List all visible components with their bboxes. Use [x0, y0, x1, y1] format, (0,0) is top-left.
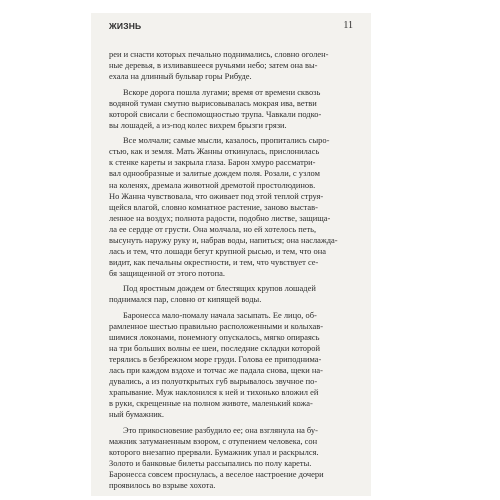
text-line: Это прикосновение разбудило ее; она взглянула на бу-: [123, 425, 318, 435]
text-line: Все молчали; самые мысли, казалось, пропитались сыро-: [123, 135, 330, 146]
text-line: бя защищенной от этого потопа.: [109, 267, 225, 278]
text-line: реи и снасти которых печально поднимались, словно оголен-: [109, 49, 329, 59]
paragraph: [109, 310, 353, 420]
text-line: Золото и банковые билеты рассыпались по полу кареты.: [109, 458, 312, 469]
text-line: Вскоре дорога пошла лугами; время от времени сквозь: [123, 86, 321, 97]
text-line: щейся влагой, словно комнатное растение, заново выстав-: [109, 201, 318, 212]
text-line: проявилось во взрыве хохота.: [109, 480, 216, 491]
text-line: видит, как печальны окрестности, и тем, что чувствует се-: [109, 256, 319, 267]
text-line: ла ее сердце от грусти. Она молчала, но ей хотелось петь,: [109, 223, 317, 234]
page-header: [109, 19, 353, 33]
book-page: [91, 13, 371, 496]
text-line: стью, как и земля. Мать Жанны откинулась, прислонилась: [109, 146, 320, 157]
text-line: водяной туман смутно вырисовывалась мокрая ива, ветви: [109, 97, 317, 108]
text-line: терялись в безбрежном море груди. Голова ее приподнима-: [109, 354, 322, 365]
text-line: к стенке кареты и закрыла глаза. Барон хмуро рассматри-: [109, 157, 316, 168]
text-line: которого внезапно прервали. Бумажник упал и раскрылся.: [109, 447, 319, 458]
text-line: дувались, а из полуоткрытых губ вырывалось звучное по-: [109, 376, 318, 387]
paragraph: [109, 135, 353, 279]
text-line: вы лошадей, а из-под колес вихрем брызги грязи.: [109, 119, 287, 130]
text-line: вал однообразные и залитые дождем поля. Розали, с узлом: [109, 168, 320, 179]
body-text: [109, 49, 353, 491]
paragraph: [109, 49, 353, 82]
text-line: Но Жанна чувствовала, что оживает под этой теплой струя-: [109, 190, 324, 201]
running-head: ЖИЗНЬ: [109, 21, 142, 31]
paragraph: [109, 425, 353, 491]
text-line: ные деревья, в изливавшееся ручьями небо; затем она вы-: [109, 60, 318, 71]
text-line: которой свисали с беспомощностью трупа. Чавкали подко-: [109, 108, 322, 119]
text-line: на три больших волны ее шеи, последние складки которой: [109, 343, 320, 354]
text-line: мажник затуманенным взором, с отупением человека, сон: [109, 436, 318, 447]
text-line: на коленях, дремала животной дремотой простолюдинов.: [109, 179, 316, 190]
text-line: шимися локонами, понемногу опускалось, мягко опираясь: [109, 332, 320, 343]
paragraph: [109, 283, 353, 305]
text-line: лась при каждом вздохе и тотчас же падала снова, щеки на-: [109, 365, 323, 376]
text-line: Баронесса мало-помалу начала засыпать. Ее лицо, об-: [123, 310, 317, 321]
text-line: ленное на воздух; полнота радости, подобно листве, защища-: [109, 212, 331, 223]
text-line: Баронесса совсем проснулась, а веселое настроение дочери: [109, 469, 324, 480]
text-line: ехала на длинный бульвар горы Рибуде.: [109, 71, 252, 82]
page-number: 11: [343, 20, 353, 31]
text-line: Под яростным дождем от блестящих крупов лошадей: [123, 283, 316, 294]
text-line: поднимался пар, словно от кипящей воды.: [109, 294, 262, 305]
paragraph: [109, 87, 353, 131]
text-line: высунуть наружу руку и, набрав воды, напиться; она наслажда-: [109, 234, 338, 245]
text-line: храпывание. Муж наклонился к ней и тихонько вложил ей: [109, 387, 319, 398]
text-line: лась и тем, что лошади бегут крупной рысью, и тем, что она: [109, 245, 326, 256]
text-line: ный бумажник.: [109, 409, 164, 420]
text-line: рамленное шестью правильно расположенными и колыхав-: [109, 321, 324, 332]
text-line: в руки, скрещенные на полном животе, маленький кожа-: [109, 398, 313, 409]
